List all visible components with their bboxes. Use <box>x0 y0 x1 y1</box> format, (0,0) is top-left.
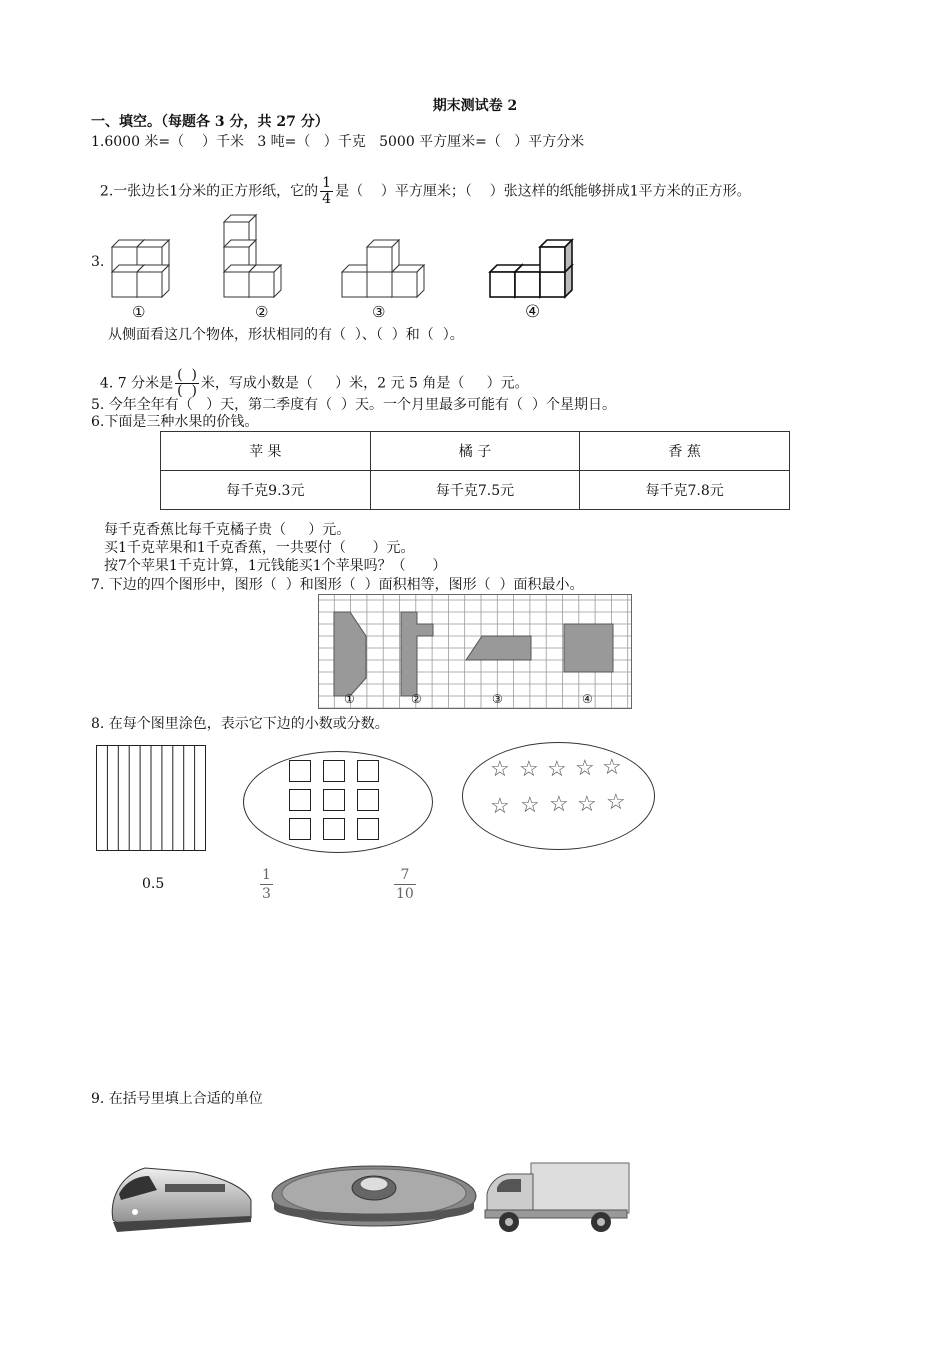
figure-3-caption: ③ <box>372 303 386 321</box>
star-icon: ☆ <box>520 793 540 818</box>
q4-fraction: $\frac{( )}{( )}$ <box>177 367 197 399</box>
table-cell: 每千克9.3元 <box>161 471 371 510</box>
star-icon: ☆ <box>575 756 595 781</box>
question-4 <box>91 350 529 399</box>
table-row <box>161 432 790 471</box>
decimal-label: 0.5 <box>142 876 165 892</box>
star-icon: ☆ <box>549 792 569 817</box>
square-shape <box>357 818 379 840</box>
question-8: 8. 在每个图里涂色，表示它下边的小数或分数。 <box>91 716 389 732</box>
question-3-text: 从侧面看这几个物体，形状相同的有（ ）、（ ）和（ ）。 <box>108 327 464 343</box>
figure-2-caption: ② <box>255 303 269 321</box>
fraction-label-1: $\frac{1}{3}$ <box>262 867 271 902</box>
question-6-sub-2: 买1千克苹果和1千克香蕉，一共要付（ ）元。 <box>104 540 415 556</box>
figure-1-caption: ① <box>132 303 146 321</box>
fraction-label-2: $\frac{7}{10}$ <box>396 867 414 902</box>
square-shape <box>289 818 311 840</box>
square-shape <box>323 789 345 811</box>
question-9: 9. 在括号里填上合适的单位 <box>91 1091 263 1107</box>
figure-4-caption: ④ <box>525 302 541 322</box>
question-7: 7. 下边的四个图形中，图形（ ）和图形（ ）面积相等，图形（ ）面积最小。 <box>91 577 584 593</box>
star-icon: ☆ <box>490 757 510 782</box>
square-shape <box>323 818 345 840</box>
star-icon: ☆ <box>547 757 567 782</box>
grid-caption-2: ② <box>411 692 422 706</box>
grid-shape-4 <box>564 624 613 672</box>
q4-text-after: 米，写成小数是（ ）米，2 元 5 角是（ ）元。 <box>200 375 529 392</box>
question-5: 5. 今年全年有（ ）天，第二季度有（ ）天。一个月里最多可能有（ ）个星期日。 <box>91 397 616 413</box>
table-header-cell: 香 蕉 <box>580 432 790 471</box>
star-icon: ☆ <box>519 757 539 782</box>
q2-fraction: $\frac{1}{4}$ <box>322 175 332 207</box>
figure-2 <box>224 215 281 297</box>
square-shape <box>323 760 345 782</box>
square-shape <box>289 789 311 811</box>
section-heading: 一、填空。（每题各 3 分，共 27 分） <box>91 114 329 130</box>
page-title: 期末测试卷 2 <box>432 98 518 114</box>
star-icon: ☆ <box>490 794 510 819</box>
table-header-cell: 苹 果 <box>161 432 371 471</box>
train-icon <box>105 1160 255 1235</box>
striped-rectangle <box>96 745 208 852</box>
question-6-sub-1: 每千克香蕉比每千克橘子贵（ ）元。 <box>104 522 351 538</box>
grid-caption-1: ① <box>344 692 355 706</box>
question-2 <box>91 158 751 207</box>
q2-text-after: 是（ ）平方厘米；（ ）张这样的纸能够拼成1平方米的正方形。 <box>335 183 751 200</box>
price-table <box>160 431 790 510</box>
question-1: 1.6000 米=（ ）千米 3 吨=（ ）千克 5000 平方厘米=（ ）平方分米 <box>91 134 585 150</box>
table-cell: 每千克7.8元 <box>580 471 790 510</box>
truck-icon <box>483 1160 631 1235</box>
question-6-sub-3: 按7个苹果1千克计算，1元钱能买1个苹果吗？（ ） <box>104 558 447 574</box>
grid-shape-1 <box>334 612 366 696</box>
figure-3 <box>342 240 424 297</box>
table-header-cell: 橘 子 <box>370 432 580 471</box>
figure-1 <box>112 240 169 297</box>
grid-caption-4: ④ <box>582 692 593 706</box>
grid-shape-3 <box>466 636 531 660</box>
grid-shape-2 <box>401 612 433 696</box>
park-icon <box>270 1160 478 1230</box>
question-3-label: 3. <box>91 254 105 270</box>
q2-text-before: 2.一张边长1分米的正方形纸，它的 <box>99 183 319 200</box>
grid-caption-3: ③ <box>492 692 503 706</box>
square-shape <box>357 760 379 782</box>
star-icon: ☆ <box>602 755 622 780</box>
q4-text-before: 4. 7 分米是 <box>99 375 174 392</box>
table-cell: 每千克7.5元 <box>370 471 580 510</box>
question-6: 6.下面是三种水果的价钱。 <box>91 414 259 430</box>
square-shape <box>357 789 379 811</box>
figure-4 <box>490 240 572 297</box>
square-shape <box>289 760 311 782</box>
star-icon: ☆ <box>577 792 597 817</box>
star-icon: ☆ <box>606 790 626 815</box>
table-row <box>161 471 790 510</box>
